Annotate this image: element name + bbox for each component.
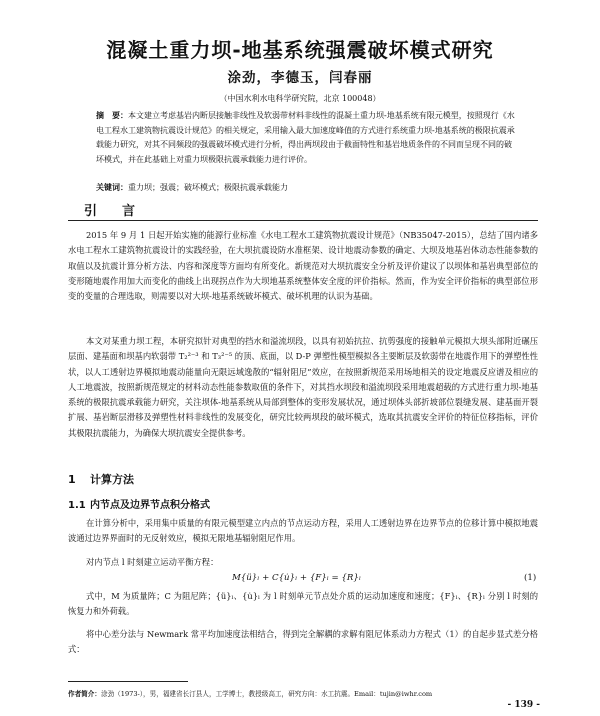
- section-1-1-heading: [68, 496, 210, 511]
- footnote-divider: [68, 681, 188, 682]
- section-1-title: 计算方法: [90, 473, 134, 486]
- author-list: 涂劲，李德玉，闫春丽: [227, 70, 373, 86]
- section-1-1-title: 内节点及边界节点积分格式: [90, 500, 210, 511]
- equation-expression: M{ü}ₗ + C{u̇}ₗ + {F}ₗ = {R}ₗ: [232, 573, 361, 583]
- abstract-label: 摘 要：: [96, 111, 128, 120]
- method-paragraph-3: 将中心差分法与 Newmark 常平均加速度法相结合，得到完全解耦的求解有阻尼体系动力方程式（1）的自起步显式差分格式：: [68, 629, 538, 655]
- section-divider: [68, 220, 538, 221]
- equation-number: (1): [524, 573, 537, 583]
- intro-paragraph-1: 2015 年 9 月 1 日起开始实施的能源行业标准《水电工程水工建筑物抗震设计规范》（NB35047-2015），总结了国内诸多水电工程水工建筑物抗震设计的实践经验，在大坝抗震设防水准框架、设计地震动参数的确定、大坝及地基岩体动态性能参数的取值以及抗震计算分析方法、内容和深度等方面均有所变化。新规范对大坝抗震安全分析及评价建议了以坝体和基岩典型部位的变形随地震作用加大而变化的曲线上出现拐点作为大坝地基系统整体安全度的评价指标。然而，作为安全评价指标的典型部位形变的变量的合理选取，则需要以对大坝-地基系统破坏模式、破坏机理的认识为基础。: [68, 230, 538, 302]
- paper-title: 混凝土重力坝-地基系统强震破坏模式研究: [106, 38, 494, 62]
- section-1-heading: [68, 471, 134, 487]
- intro-paragraph-2: 本文对某重力坝工程，本研究拟针对典型的挡水和溢流坝段，以具有初始抗拉、抗剪强度的接触单元模拟大坝头部附近碾压层面、建基面和坝基内软弱带 T₂²⁻³ 和 T₃²⁻⁵ 的顶、底面，以 D-P 弹塑性模型模拟各主要断层及软弱带在地震作用下的弹塑性性状，以人工透射边界模拟地震动能量向无限远域逸散的“辐射阻尼”效应，在按照新规范采用场地相关的设定地震反应谱及相应的人工地震波，按照新规范规定的材料动态性能参数取值的条件下，对其挡水坝段和溢流坝段采用地震超载的方式进行重力坝-地基系统的极限抗震承载能力研究，关注坝体-地基系统从局部到整体的变形发展状况，通过坝体头部折坡部位裂缝发展、建基面开裂扩展、基岩断层滑移及弹塑性材料非线性的发展变化，研究比较两坝段的破坏模式，选取其抗震安全评价的特征位移指标，评价其极限抗震能力，为确保大坝抗震安全提供参考。: [68, 336, 538, 438]
- keywords-text: 重力坝；强震；破坏模式；极限抗震承载能力: [128, 183, 288, 192]
- keywords: [96, 181, 516, 195]
- method-paragraph-1: 在计算分析中，采用集中质量的有限元模型建立内点的节点运动方程，采用人工透射边界在边界节点的位移计算中模拟地震波通过边界界面时的无反射效应，模拟无限地基辐射阻尼作用。: [68, 518, 538, 544]
- page-number: - 139 -: [507, 700, 540, 710]
- abstract: [96, 109, 516, 167]
- abstract-text: 本文建立考虑基岩内断层接触非线性及软弱带材料非线性的混凝土重力坝-地基系统有限元模型，按照现行《水电工程水工建筑物抗震设计规范》的相关规定，采用输入最大加速度峰值的方式进行系统重力坝-地基系统的极限抗震承载能力研究，对其不同频段的强震破坏模式进行分析，得出两坝段由于截面特性和基岩地质条件的不同而呈现不同的破坏模式，并在此基础上对重力坝极限抗震承载能力进行评价。: [96, 111, 515, 164]
- affiliation: （中国水利水电科学研究院，北京 100048）: [219, 94, 381, 103]
- intro-heading: 引 言: [84, 204, 142, 219]
- author-footnote: [68, 688, 538, 698]
- section-1-number: 1: [68, 473, 76, 486]
- method-paragraph-2: 对内节点 l 时刻建立运动平衡方程：: [86, 557, 219, 567]
- keywords-label: 关键词：: [96, 183, 128, 192]
- footnote-text: 涂劲（1973-），男，福建省长汀县人，工学博士，教授级高工，研究方向：水工抗震。Email：tujin@iwhr.com: [100, 690, 433, 698]
- footnote-label: 作者简介：: [68, 690, 101, 698]
- section-1-1-number: 1.1: [68, 500, 86, 511]
- equation-explanation: 式中，M 为质量阵；C 为阻尼阵；{ü}ₗ、{u̇}ₗ 为 l 时刻单元节点处介质的运动加速度和速度；{F}ₗ、{R}ₗ 分别 l 时刻的恢复力和外荷载。: [68, 591, 538, 617]
